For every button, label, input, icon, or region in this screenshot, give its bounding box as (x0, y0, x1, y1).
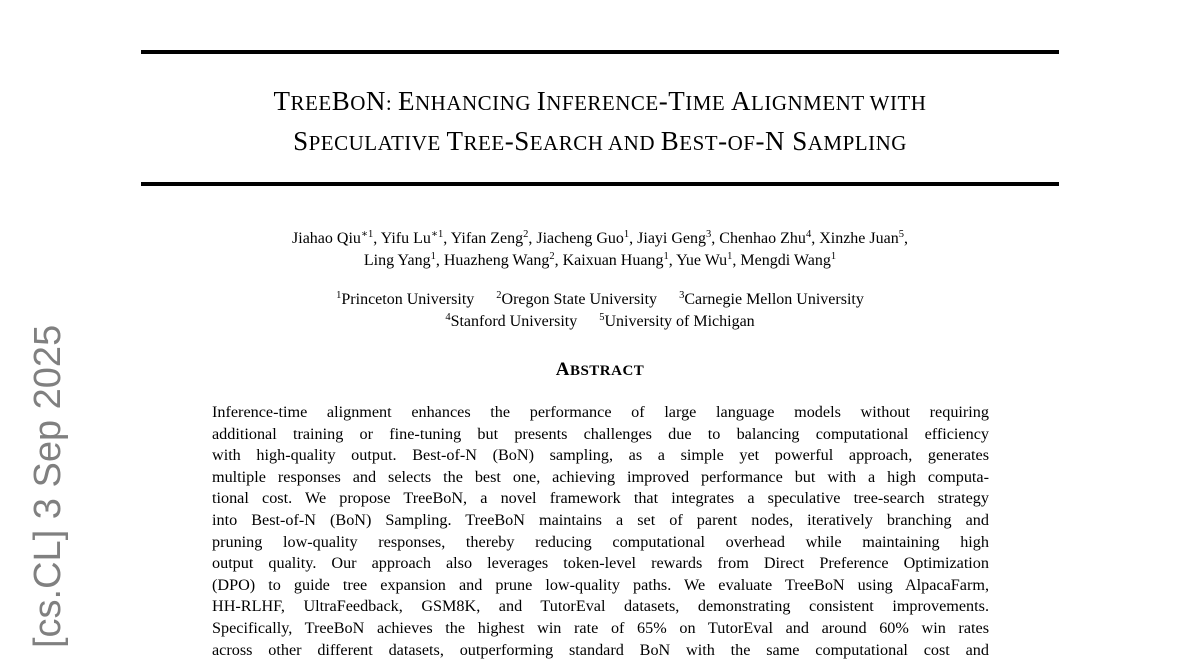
affiliation-mark: 5 (599, 312, 605, 323)
title-small-caps: NHANCING (415, 91, 537, 115)
author-affiliation-mark: 3 (706, 229, 712, 240)
paper-title-line-1 (141, 86, 1059, 117)
author-separator: , (732, 252, 741, 269)
affiliation-name: Princeton University (341, 291, 475, 308)
author-name: Mengdi Wang (740, 252, 831, 269)
title-small-caps: EST (679, 131, 719, 155)
affiliation-mark: 2 (496, 290, 502, 301)
abstract-line: output quality. Our approach also leverages token-level rewards from Direct Preference Optimization (212, 554, 989, 573)
author-affiliation-mark: 4 (805, 229, 812, 240)
abstract-heading-small-caps: BSTRACT (569, 363, 645, 379)
abstract-line: additional training or fine-tuning but presents challenges due to balancing computational efficiency (212, 424, 989, 443)
title-cap: S (293, 126, 309, 156)
paper-title-line-2 (141, 126, 1059, 157)
title-cap: N (365, 86, 386, 116)
title-small-caps: : (385, 91, 398, 115)
abstract-heading-cap: A (555, 359, 570, 380)
author-name: Jiayi Geng (637, 230, 707, 247)
affiliation-name: Stanford University (450, 313, 578, 330)
abstract-line: across other different datasets, outperforming standard BoN with the same computational cost and (212, 640, 989, 659)
title-rule-bottom (141, 182, 1059, 186)
author-separator: , (528, 230, 537, 247)
abstract-line: HH-RLHF, UltraFeedback, GSM8K, and TutorEval datasets, demonstrating consistent improvements. (212, 597, 989, 616)
author-affiliation-mark: ∗1 (430, 229, 444, 240)
author-name: Yue Wu (676, 252, 728, 269)
abstract-line: pruning low-quality responses, thereby reducing computational overhead while maintaining high (212, 532, 989, 551)
title-small-caps: PECULATIVE (308, 131, 447, 155)
author-affiliation-mark: 1 (727, 251, 733, 262)
title-cap: B (331, 86, 351, 116)
author-separator: , (443, 230, 451, 247)
author-separator: , (554, 252, 563, 269)
title-small-caps: O (350, 91, 366, 115)
title-rule-top (141, 50, 1059, 54)
author-affiliation-mark: 1 (663, 251, 669, 262)
author-name: Chenhao Zhu (719, 230, 806, 247)
abstract-line: (DPO) to guide tree expansion and prune low-quality paths. We evaluate TreeBoN using AlpacaFarm, (212, 575, 989, 594)
author-list-line-2 (141, 252, 1059, 270)
author-affiliation-mark: 2 (549, 251, 555, 262)
affiliation-name: University of Michigan (604, 313, 755, 330)
affiliations-line-1 (141, 291, 1059, 309)
author-separator: , (903, 230, 908, 247)
title-cap: - (718, 126, 728, 156)
abstract-line: tional cost. We propose TreeBoN, a novel framework that integrates a speculative tree-search strategy (212, 489, 989, 508)
author-affiliation-mark: ∗1 (360, 229, 374, 240)
title-cap: -N S (755, 126, 808, 156)
affiliation-name: Oregon State University (501, 291, 658, 308)
title-small-caps: EARCH AND (529, 131, 661, 155)
author-name: Huazheng Wang (443, 252, 550, 269)
title-small-caps: REE (463, 131, 505, 155)
author-affiliation-mark: 1 (623, 229, 630, 240)
affiliation-mark: 4 (445, 312, 451, 323)
arxiv-identifier-stamp: [cs.CL] 3 Sep 2025 (27, 324, 69, 648)
title-small-caps: IME (685, 91, 731, 115)
title-small-caps: REE (290, 91, 332, 115)
author-affiliation-mark: 1 (830, 251, 837, 262)
title-cap: -T (658, 86, 686, 116)
author-list-line-1 (141, 230, 1059, 248)
title-cap: E (398, 86, 415, 116)
title-cap: A (731, 86, 751, 116)
title-small-caps: NFERENCE (546, 91, 659, 115)
title-cap: T (446, 126, 464, 156)
author-separator: , (629, 230, 638, 247)
title-small-caps: OF (727, 131, 756, 155)
abstract-line: multiple responses and selects the best one, achieving improved performance but with a high computa- (212, 467, 989, 486)
title-small-caps: LIGNMENT WITH (751, 91, 927, 115)
author-separator: , (668, 252, 677, 269)
author-name: Yifu Lu (380, 230, 431, 247)
author-affiliation-mark: 1 (430, 251, 436, 262)
author-name: Jiahao Qiu (292, 230, 361, 247)
author-separator: , (711, 230, 720, 247)
author-affiliation-mark: 2 (523, 229, 529, 240)
author-name: Xinzhe Juan (819, 230, 899, 247)
affiliation-name: Carnegie Mellon University (684, 291, 864, 308)
abstract-line: Specifically, TreeBoN achieves the highest win rate of 65% on TutorEval and around 60% win rates (212, 619, 989, 637)
abstract-line: with high-quality output. Best-of-N (BoN) sampling, as a simple yet powerful approach, generates (212, 446, 989, 465)
author-name: Yifan Zeng (450, 230, 524, 247)
author-name: Jiacheng Guo (536, 230, 624, 247)
affiliations-line-2 (141, 313, 1059, 331)
abstract-line: into Best-of-N (BoN) Sampling. TreeBoN maintains a set of parent nodes, iteratively branching and (212, 511, 989, 529)
abstract-heading (141, 359, 1059, 381)
title-cap: B (660, 126, 680, 156)
author-separator: , (811, 230, 820, 247)
title-cap: T (273, 86, 291, 116)
title-cap: -S (504, 126, 530, 156)
title-small-caps: AMPLING (807, 131, 907, 155)
author-affiliation-mark: 5 (898, 229, 904, 240)
title-cap: I (536, 86, 547, 116)
author-separator: , (373, 230, 381, 247)
affiliation-mark: 1 (336, 290, 342, 301)
abstract-line: Inference-time alignment enhances the performance of large language models without requiring (212, 403, 989, 421)
author-name: Kaixuan Huang (562, 252, 664, 269)
author-name: Ling Yang (363, 252, 431, 269)
author-separator: , (435, 252, 444, 269)
affiliation-mark: 3 (679, 290, 685, 301)
